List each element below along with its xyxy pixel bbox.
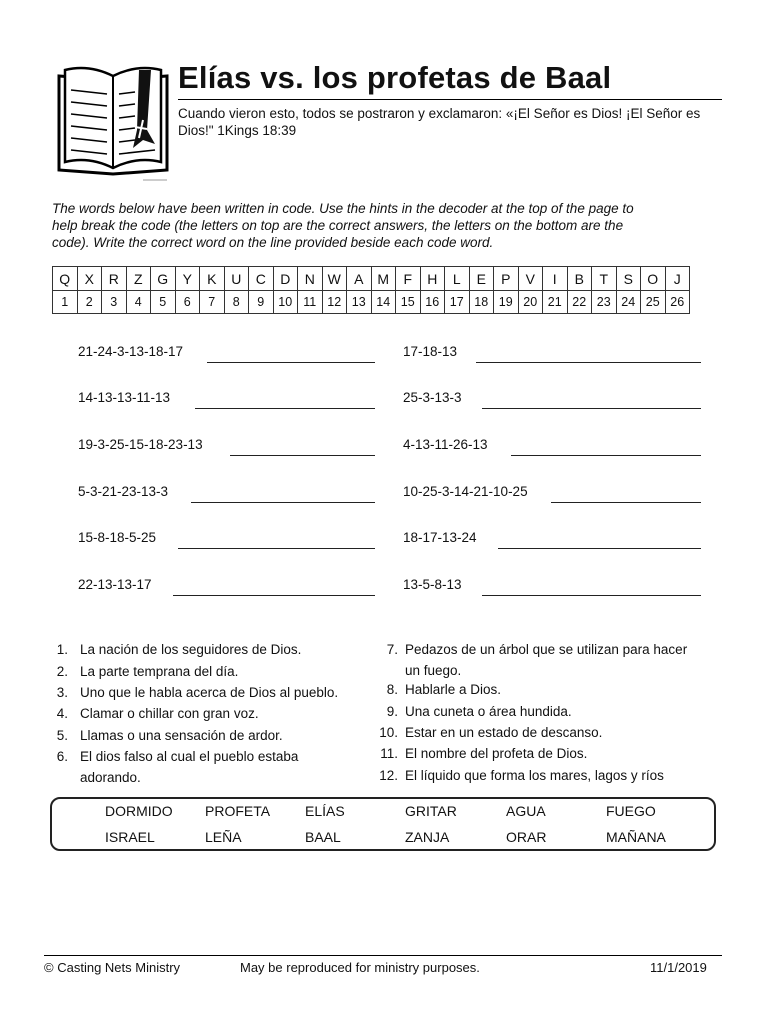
clue-number: 10.: [379, 725, 398, 740]
decoder-letter: W: [322, 267, 347, 291]
clue-text: Clamar o chillar con gran voz.: [80, 706, 259, 721]
clue-text: La parte temprana del día.: [80, 664, 239, 679]
answer-line[interactable]: [178, 548, 375, 549]
clue-text: Llamas o una sensación de ardor.: [80, 728, 283, 743]
clue-text: Pedazos de un árbol que se utilizan para hacer un fuego.: [405, 642, 688, 678]
clue-text: El nombre del profeta de Dios.: [405, 746, 588, 761]
clue-text: Estar en un estado de descanso.: [405, 725, 603, 740]
decoder-number: 7: [200, 291, 225, 314]
decoder-letter: D: [273, 267, 298, 291]
word-bank-word: ZANJA: [405, 829, 450, 845]
decoder-number: 2: [77, 291, 102, 314]
answer-line[interactable]: [195, 408, 375, 409]
decoder-number: 11: [298, 291, 323, 314]
decoder-number: 15: [396, 291, 421, 314]
decoder-letter: R: [102, 267, 127, 291]
answer-line[interactable]: [482, 408, 701, 409]
bible-book-icon: [55, 62, 173, 184]
instructions: The words below have been written in code. Use the hints in the decoder at the top of the page to help break the code (the letters on top are the correct answers, the letters on the bottom are the code). Write the correct word on the line provided beside each code word.: [52, 201, 634, 250]
decoder-letter: K: [200, 267, 225, 291]
decoder-number: 21: [543, 291, 568, 314]
decoder-letter: L: [445, 267, 470, 291]
decoder-letter: E: [469, 267, 494, 291]
ministry-name: Casting Nets Ministry: [57, 960, 181, 975]
decoder-number-row: [53, 291, 690, 314]
decoder-letter: C: [249, 267, 274, 291]
answer-line[interactable]: [476, 362, 701, 363]
decoder-number: 12: [322, 291, 347, 314]
clue-text: El dios falso al cual el pueblo estaba adorando.: [80, 749, 299, 785]
decoder-number: 13: [347, 291, 372, 314]
decoder-number: 4: [126, 291, 151, 314]
code-word: 5-3-21-23-13-3: [78, 484, 169, 499]
answer-line[interactable]: [207, 362, 375, 363]
answer-line[interactable]: [173, 595, 375, 596]
decoder-letter: I: [543, 267, 568, 291]
clue-text: El líquido que forma los mares, lagos y ríos: [405, 768, 664, 783]
worksheet-title: Elías vs. los profetas de Baal: [178, 60, 612, 95]
clue-number: 12.: [379, 768, 398, 783]
word-bank-word: BAAL: [305, 829, 341, 845]
footer-date: 11/1/2019: [650, 960, 707, 975]
clue-text: Uno que le habla acerca de Dios al pueblo.: [80, 685, 339, 700]
word-bank-word: DORMIDO: [105, 803, 173, 819]
decoder-number: 8: [224, 291, 249, 314]
clue-text: La nación de los seguidores de Dios.: [80, 642, 302, 657]
bible-verse: Cuando vieron esto, todos se postraron y exclamaron: «¡El Señor es Dios! ¡El Señor es Dios!" 1Kings 18:39: [178, 106, 701, 138]
code-word: 19-3-25-15-18-23-13: [78, 437, 203, 452]
clue-number: 2.: [56, 664, 68, 679]
decoder-letter: O: [641, 267, 666, 291]
decoder-letter-row: [53, 267, 690, 291]
decoder-number: 26: [665, 291, 690, 314]
code-word: 22-13-13-17: [78, 577, 152, 592]
decoder-letter: Z: [126, 267, 151, 291]
decoder-number: 9: [249, 291, 274, 314]
decoder-number: 3: [102, 291, 127, 314]
clue-number: 3.: [56, 685, 68, 700]
decoder-letter: Y: [175, 267, 200, 291]
decoder-letter: F: [396, 267, 421, 291]
clue-number: 4.: [56, 706, 68, 721]
code-word: 10-25-3-14-21-10-25: [403, 484, 528, 499]
decoder-letter: J: [665, 267, 690, 291]
code-word: 13-5-8-13: [403, 577, 462, 592]
decoder-number: 14: [371, 291, 396, 314]
word-bank-word: FUEGO: [606, 803, 656, 819]
word-bank-word: MAÑANA: [606, 829, 666, 845]
code-word: 14-13-13-11-13: [78, 390, 171, 405]
decoder-number: 22: [567, 291, 592, 314]
word-bank-word: PROFETA: [205, 803, 271, 819]
footer-rule: [44, 955, 722, 956]
clue-text: Una cuneta o área hundida.: [405, 704, 572, 719]
decoder-number: 19: [494, 291, 519, 314]
word-bank-word: AGUA: [506, 803, 546, 819]
decoder-letter: M: [371, 267, 396, 291]
decoder-letter: X: [77, 267, 102, 291]
word-bank-word: ORAR: [506, 829, 547, 845]
decoder-number: 6: [175, 291, 200, 314]
decoder-number: 10: [273, 291, 298, 314]
answer-line[interactable]: [230, 455, 375, 456]
clue-number: 7.: [386, 642, 398, 657]
clue-text: Hablarle a Dios.: [405, 682, 502, 697]
clue-number: 9.: [386, 704, 398, 719]
answer-line[interactable]: [551, 502, 701, 503]
decoder-letter: P: [494, 267, 519, 291]
code-word: 25-3-13-3: [403, 390, 462, 405]
decoder-number: 25: [641, 291, 666, 314]
code-word: 21-24-3-13-18-17: [78, 344, 184, 359]
decoder-number: 17: [445, 291, 470, 314]
word-bank-word: LEÑA: [205, 829, 242, 845]
answer-line[interactable]: [482, 595, 701, 596]
decoder-letter: S: [616, 267, 641, 291]
footer-copyright: [44, 960, 180, 975]
answer-line[interactable]: [191, 502, 375, 503]
decoder-number: 18: [469, 291, 494, 314]
word-bank-word: GRITAR: [405, 803, 457, 819]
clue-number: 1.: [56, 642, 68, 657]
decoder-letter: U: [224, 267, 249, 291]
decoder-number: 23: [592, 291, 617, 314]
decoder-letter: T: [592, 267, 617, 291]
code-word: 15-8-18-5-25: [78, 530, 157, 545]
decoder-letter: G: [151, 267, 176, 291]
footer-note: May be reproduced for ministry purposes.: [240, 960, 480, 975]
decoder-number: 1: [53, 291, 78, 314]
decoder-letter: B: [567, 267, 592, 291]
word-bank-word: ELÍAS: [305, 803, 345, 819]
decoder-number: 5: [151, 291, 176, 314]
clue-number: 11.: [380, 746, 398, 761]
decoder-letter: A: [347, 267, 372, 291]
decoder-letter: H: [420, 267, 445, 291]
word-bank-word: ISRAEL: [105, 829, 155, 845]
decoder-table: [52, 266, 690, 314]
code-word: 18-17-13-24: [403, 530, 477, 545]
word-bank: [50, 797, 716, 851]
code-word: 4-13-11-26-13: [403, 437, 488, 452]
code-word: 17-18-13: [403, 344, 458, 359]
answer-line[interactable]: [498, 548, 701, 549]
title-underline: [178, 99, 722, 100]
decoder-number: 24: [616, 291, 641, 314]
copyright-symbol: ©: [44, 960, 54, 975]
decoder-number: 16: [420, 291, 445, 314]
clue-number: 6.: [56, 749, 68, 764]
decoder-letter: Q: [53, 267, 78, 291]
decoder-number: 20: [518, 291, 543, 314]
decoder-letter: N: [298, 267, 323, 291]
answer-line[interactable]: [511, 455, 701, 456]
clue-number: 8.: [386, 682, 398, 697]
decoder-letter: V: [518, 267, 543, 291]
clue-number: 5.: [56, 728, 68, 743]
